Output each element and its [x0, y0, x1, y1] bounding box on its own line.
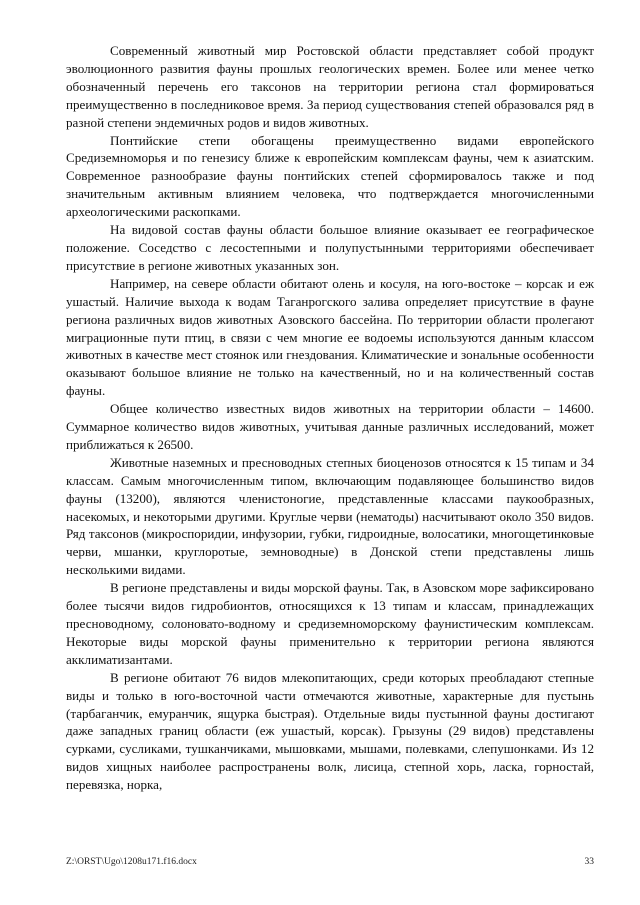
paragraph-8: В регионе обитают 76 видов млекопитающих, среди которых преобладают степные виды и только в юго-восточной части отмечаются животные, характерные для пустынь (тарбаганчик, емуранчик, ящурка быстрая). Отдельные виды пустынной фауны достигают даже западных границ области (еж ушастый, корсак). Грызуны (29 видов) представлены сурками, сусликами, тушканчиками, мышовками, мышами, полевками, слепушонками. Из 12 видов хищных наиболее распространены волк, лисица, степной хорь, ласка, горностай, перевязка, норка, [66, 669, 594, 793]
paragraph-1: Современный животный мир Ростовской области представляет собой продукт эволюционного развития фауны прошлых геологических времен. Более или менее четко обозначенный перечень его таксонов на территории региона стал формироваться преимущественно в последниковое время. За период существования степей образовался ряд в разной степени эндемичных родов и видов животных. [66, 43, 594, 130]
paragraph-5: Общее количество известных видов животных на территории области – 14600. Суммарное количество видов животных, учитывая данные различных исследований, может приближаться к 26500. [66, 401, 594, 452]
page-footer [66, 855, 594, 869]
footer-file-path: Z:\ORST\Ugo\1208u171.f16.docx [66, 857, 197, 867]
paragraph-4: Например, на севере области обитают олень и косуля, на юго-востоке – корсак и еж ушастый. Наличие выхода к водам Таганрогского залива определяет присутствие в фауне региона различных видов животных Азовского бассейна. По территории области пролегают миграционные пути птиц, в связи с чем многие ее водоемы используются данным классом животных в качестве мест стоянок или гнездования. Климатические и зональные особенности оказывают большое влияние не только на качественный, но и на количественный состав фауны. [66, 275, 594, 399]
paragraph-7: В регионе представлены и виды морской фауны. Так, в Азовском море зафиксировано более тысячи видов гидробионтов, относящихся к 13 типам и классам, принадлежащих пресноводному, солоновато-водному и средиземноморскому фаунистическим комплексам. Некоторые виды морской фауны применительно к территории региона являются акклиматизантами. [66, 580, 594, 667]
paragraph-6: Животные наземных и пресноводных степных биоценозов относятся к 15 типам и 34 классам. Самым многочисленным типом, включающим подавляющее большинство видов фауны (13200), являются членистоногие, представленные классами паукообразных, насекомых, и некоторыми другими. Круглые черви (нематоды) насчитывают около 350 видов. Ряд таксонов (микроспоридии, инфузории, губки, гидроидные, волосатики, многощетинковые черви, мшанки, круглоротые, земноводные) в Донской степи представлены лишь несколькими видами. [66, 454, 594, 578]
document-body [66, 42, 594, 794]
paragraph-2: Понтийские степи обогащены преимущественно видами европейского Средиземноморья и по генезису ближе к европейским комплексам фауны, чем к азиатским. Современное разнообразие фауны понтийских степей сформировалось также и под значительным активным влиянием человека, что подтверждается многочисленными археологическими раскопками. [66, 132, 594, 220]
page-number: 33 [584, 857, 594, 867]
paragraph-3: На видовой состав фауны области большое влияние оказывает ее географическое положение. Соседство с лесостепными и полупустынными территориями обеспечивает присутствие в регионе животных указанных зон. [66, 222, 594, 273]
